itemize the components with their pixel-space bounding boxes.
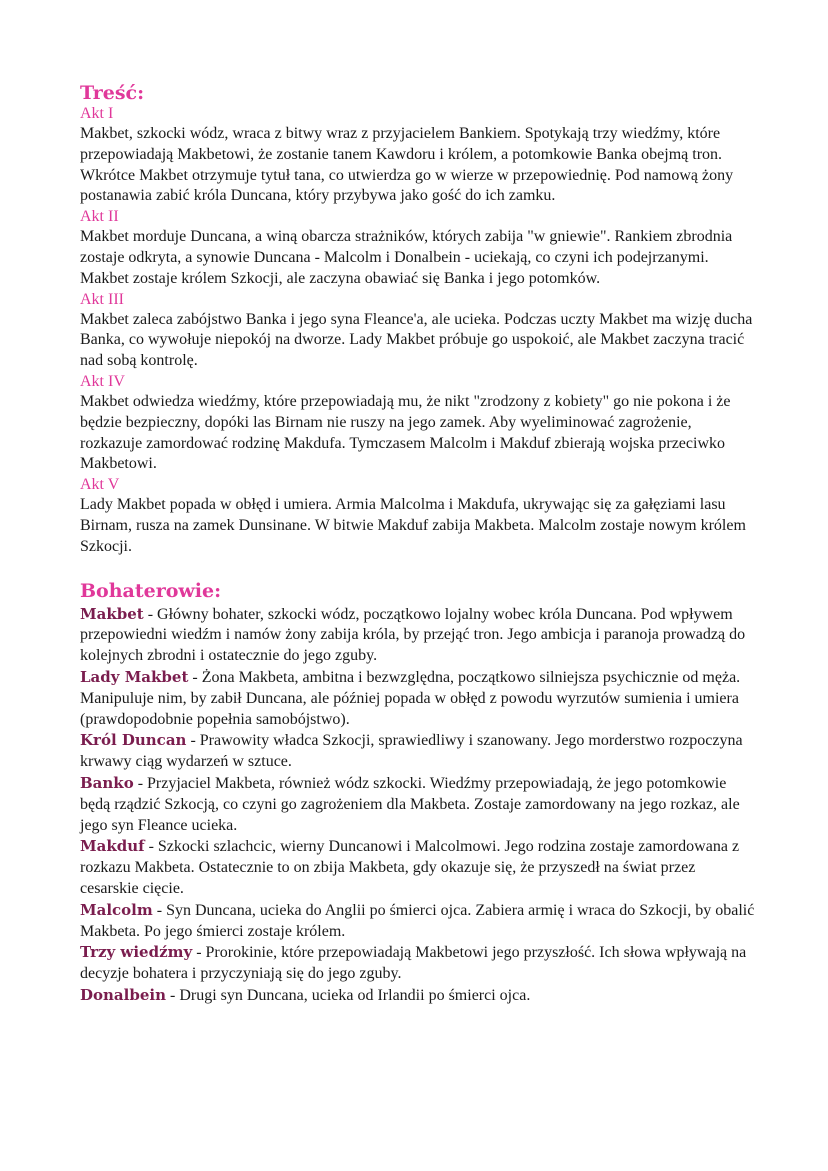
characters-heading: Bohaterowie: (80, 579, 222, 602)
act-2-text: Makbet morduje Duncana, a winą obarcza strażników, których zabija "w gniewie". Rankiem zbrodnia zostaje odkryta, a synowie Duncana - Malcolm i Donalbein - uciekają, co czyni ich podejrzanymi. Makbet zostaje królem Szkocji, ale zaczyna obawiać się Banka i jego potomków. (80, 228, 733, 287)
character-description: - Przyjaciel Makbeta, również wódz szkocki. Wiedźmy przepowiadają, że jego potomkowie będą rządzić Szkocją, co czyni go zagrożeniem dla Makbeta. Zostaje zamordowany na jego rozkaz, ale jego syn Fleance ucieka. (80, 774, 740, 834)
act-4-label: Akt IV (80, 372, 125, 390)
act-1-label: Akt I (80, 105, 114, 122)
character-description: - Główny bohater, szkocki wódz, początkowo lojalny wobec króla Duncana. Pod wpływem przepowiedni wiedźm i namów żony zabija króla, by przejąć tron. Jego ambicja i paranoja prowadzą do kolejnych zbrodni i ostatecznie do jego zguby. (80, 605, 746, 665)
character-description: - Szkocki szlachcic, wierny Duncanowi i Malcolmowi. Jego rodzina zostaje zamordowana z rozkazu Makbeta. Ostatecznie to on zbija Makbeta, gdy okazuje się, że przyszedł na świat przez cesarskie cięcie. (80, 838, 740, 897)
character-name: Lady Makbet (80, 667, 189, 686)
character-description: - Prorokinie, które przepowiadają Makbetowi jego przyszłość. Ich słowa wpływają na decyzje bohatera i przyczyniają się do jego zguby. (80, 944, 747, 983)
character-name: Makbet (80, 604, 144, 623)
character-description: - Syn Duncana, ucieka do Anglii po śmierci ojca. Zabiera armię i wraca do Szkocji, by obalić Makbeta. Po jego śmierci zostaje królem. (80, 901, 755, 940)
character-entry (80, 900, 756, 943)
character-name: Donalbein (80, 985, 166, 1004)
act-4-text: Makbet odwiedza wiedźmy, które przepowiadają mu, że nikt "zrodzony z kobiety" go nie pokona i że będzie bezpieczny, dopóki las Birnam nie ruszy na jego zamek. Aby wyeliminować zagrożenie, rozkazuje zamordować rodzinę Makdufa. Tymczasem Malcolm i Makduf zbierają wojska przeciwko Makbetowi. (80, 392, 731, 473)
act-5-text: Lady Makbet popada w obłęd i umiera. Armia Malcolma i Makdufa, ukrywając się za gałęziami lasu Birnam, rusza na zamek Dunsinane. W bitwie Makduf zabija Makbeta. Malcolm zostaje nowym królem Szkocji. (80, 496, 746, 555)
act-3-text: Makbet zaleca zabójstwo Banka i jego syna Fleance'a, ale ucieka. Podczas uczty Makbet ma wizję ducha Banka, co wywołuje niepokój na dworze. Lady Makbet próbuje go uspokoić, ale Makbet zaczyna tracić nad sobą kontrolę. (80, 310, 753, 370)
character-name: Banko (80, 773, 134, 792)
summary-heading: Treść: (80, 82, 145, 104)
character-entry (80, 942, 756, 985)
character-description: - Żona Makbeta, ambitna i bezwzględna, początkowo silniejsza psychicznie od męża. Manipuluje nim, by zabił Duncana, ale później popada w obłęd z powodu wyrzutów sumienia i umiera (prawdopodobnie popełnia samobójstwo). (80, 668, 741, 728)
character-name: Trzy wiedźmy (80, 943, 193, 962)
character-entry (80, 985, 756, 1007)
character-entry (80, 730, 756, 773)
character-name: Król Duncan (80, 731, 187, 750)
character-entry (80, 667, 756, 730)
character-entry (80, 773, 756, 836)
character-description: - Prawowity władca Szkocji, sprawiedliwy i szanowany. Jego morderstwo rozpoczyna krwawy ciąg wydarzeń w sztuce. (80, 732, 743, 771)
act-3-label: Akt III (80, 290, 124, 308)
character-entry (80, 836, 756, 899)
act-2-label: Akt II (80, 208, 119, 226)
act-1-text: Makbet, szkocki wódz, wraca z bitwy wraz z przyjacielem Bankiem. Spotykają trzy wiedźmy, które przepowiadają Makbetowi, że zostanie tanem Kawdoru i królem, a potomkowie Banka obejmą tron. Wkrótce Makbet otrzymuje tytuł tana, co utwierdza go w wierze w przepowiednię. Pod namową żony postanawia zabić króla Duncana, który przybywa jako gość do ich zamku. (80, 125, 734, 205)
character-entry (80, 604, 756, 667)
character-name: Malcolm (80, 900, 153, 919)
act-5-label: Akt V (80, 476, 120, 494)
character-name: Makduf (80, 837, 145, 856)
character-description: - Drugi syn Duncana, ucieka od Irlandii po śmierci ojca. (165, 986, 531, 1004)
